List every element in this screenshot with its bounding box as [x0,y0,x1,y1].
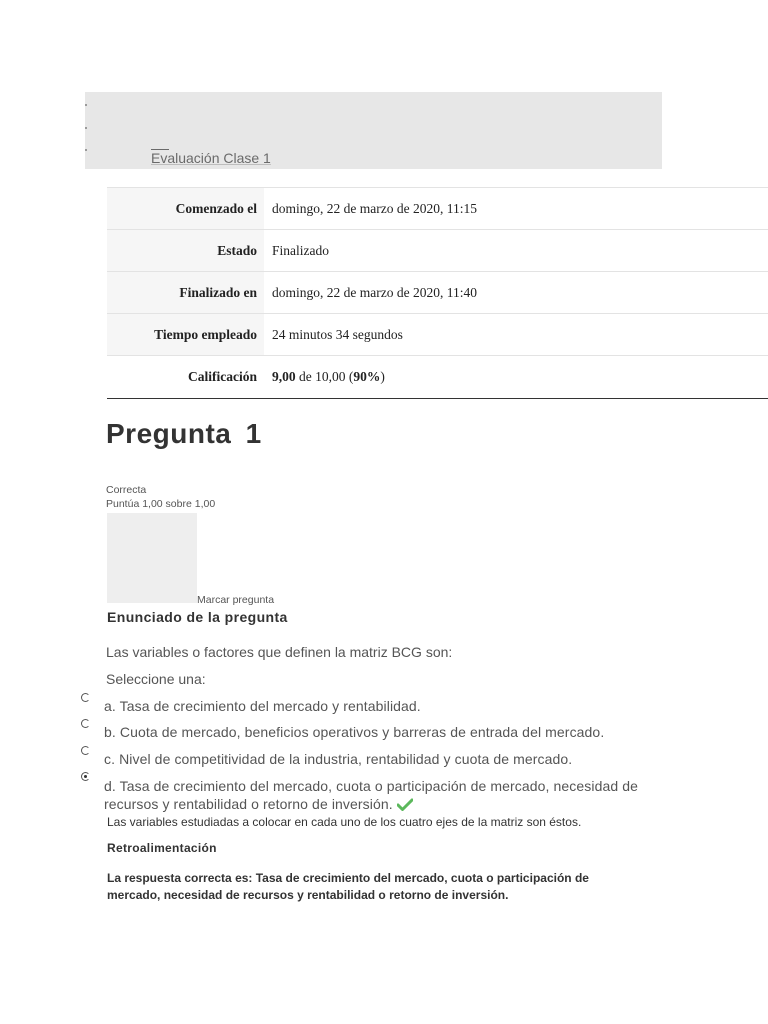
summary-value: Finalizado [272,242,329,258]
right-answer: La respuesta correcta es: Tasa de crecimiento del mercado, cuota o participación de mercado, necesidad de recursos y rentabilidad o retorno de inversión. [107,871,589,902]
question-title: Pregunta 1 [106,418,262,449]
question-grade: Puntúa 1,00 sobre 1,00 [106,498,216,510]
attempt-summary-table [107,187,768,399]
breadcrumb-marks [85,92,89,169]
question-text: Las variables o factores que definen la matriz BCG son: [106,644,453,660]
summary-label: Calificación [107,356,264,399]
option-label: c. Nivel de competitividad de la industria, rentabilidad y cuota de mercado. [104,751,573,767]
summary-row [107,188,768,230]
answer-option-a[interactable] [104,697,664,715]
summary-row [107,356,768,399]
question-state: Correcta [106,484,147,496]
summary-label: Tiempo empleado [107,314,264,356]
select-prompt: Seleccione una: [106,671,206,687]
radio-option-d[interactable] [81,772,90,781]
answer-option-c[interactable] [104,750,664,768]
option-label: a. Tasa de crecimiento del mercado y rentabilidad. [104,698,421,714]
summary-label: Estado [107,230,264,272]
statement-title: Enunciado de la pregunta [107,609,288,625]
flag-question-label[interactable]: Marcar pregunta [197,594,275,606]
header-band [85,92,662,169]
quiz-link-text: Evaluación Clase 1 [151,150,271,166]
summary-row [107,230,768,272]
grade-value [264,356,768,399]
radio-option-c[interactable] [81,746,90,755]
summary-label: Finalizado en [107,272,264,314]
answer-option-d[interactable] [104,777,664,813]
summary-row [107,314,768,356]
radio-option-b[interactable] [81,719,90,728]
quiz-link[interactable] [151,150,271,166]
grade-score: 9,00 [272,369,296,384]
flag-question-box[interactable] [107,513,197,603]
grade-of: de 10,00 ( [295,369,354,384]
grade-percent: 90% [353,369,381,384]
option-label: d. Tasa de crecimiento del mercado, cuota o participación de mercado, necesidad de recursos y rentabilidad o retorno de inversión. [104,778,639,812]
general-feedback: Las variables estudiadas a colocar en cada uno de los cuatro ejes de la matriz son éstos. [107,815,582,829]
radio-option-a[interactable] [81,693,90,702]
check-icon [397,798,413,811]
summary-row [107,272,768,314]
option-label: b. Cuota de mercado, beneficios operativos y barreras de entrada del mercado. [104,724,605,740]
answer-option-b[interactable] [104,723,664,741]
summary-value: domingo, 22 de marzo de 2020, 11:15 [272,200,477,216]
summary-value: 24 minutos 34 segundos [272,326,403,342]
grade-close: ) [380,369,385,384]
summary-value: domingo, 22 de marzo de 2020, 11:40 [272,284,477,300]
summary-label: Comenzado el [107,188,264,230]
feedback-title: Retroalimentación [107,841,217,855]
